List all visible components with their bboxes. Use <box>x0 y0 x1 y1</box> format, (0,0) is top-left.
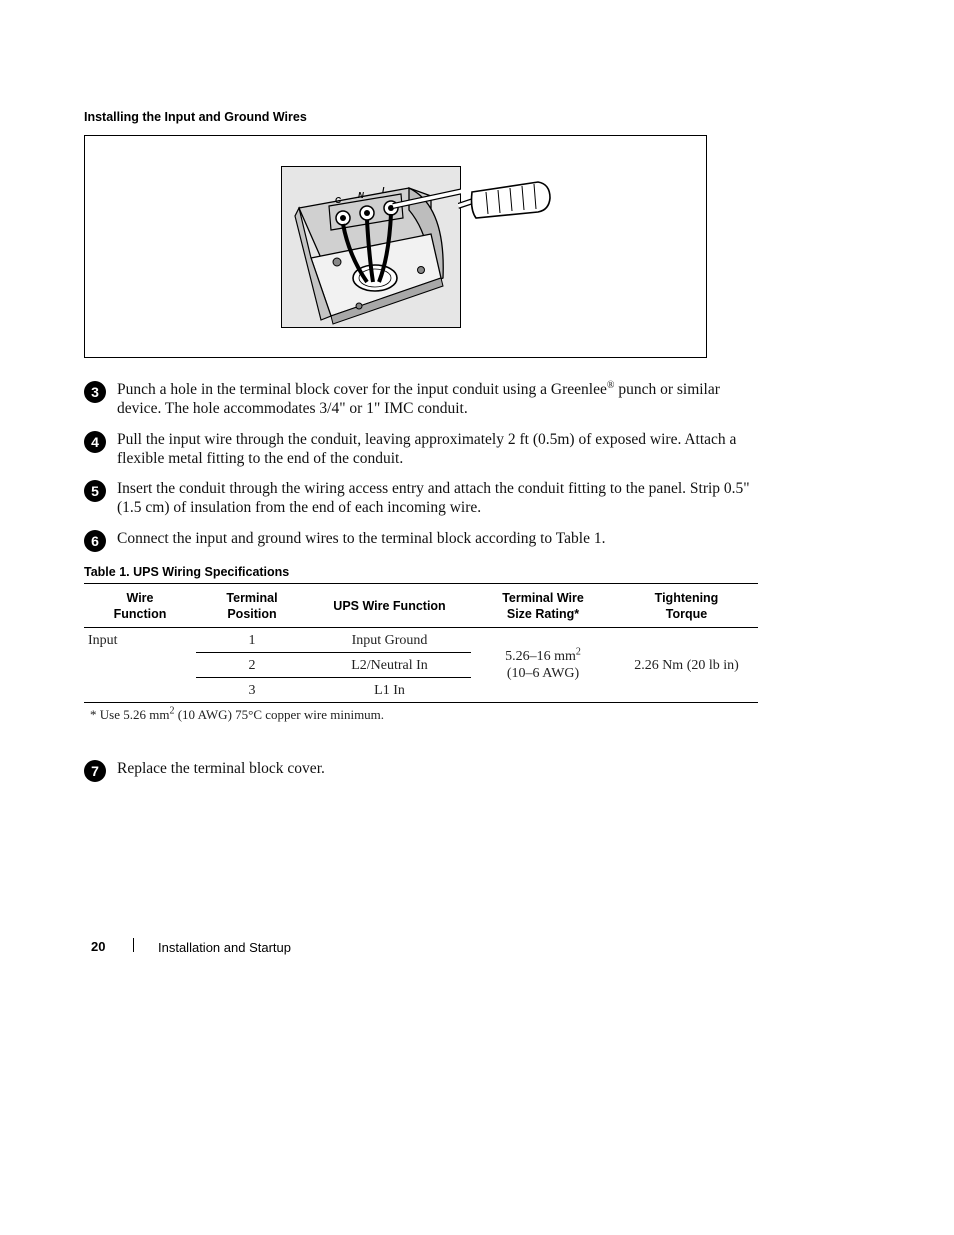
terminal-block-illustration <box>281 166 461 328</box>
cell-terminal-position: 1 <box>196 628 308 653</box>
cell-size-rating: 5.26–16 $mm^2$ (10–6 AWG) <box>471 628 615 703</box>
step-text: Insert the conduit through the wiring access entry and attach the conduit fitting to the panel. Strip 0.5" (1.5 cm) of insulation from the end of each incoming wire. <box>117 480 750 516</box>
table-caption: Table 1. UPS Wiring Specifications <box>84 565 290 579</box>
header-terminal-wire-size: Terminal Wire Size Rating* <box>471 584 615 628</box>
cell-ups-wire-function: Input Ground <box>308 628 471 653</box>
header-terminal-position: Terminal Position <box>196 584 308 628</box>
cell-ups-wire-function: L1 In <box>308 678 471 703</box>
figure-caption: Installing the Input and Ground Wires <box>84 110 307 124</box>
cell-torque: 2.26 Nm (20 lb in) <box>615 628 758 703</box>
screwdriver-handle-icon <box>458 180 553 224</box>
step-number-badge: 3 <box>84 381 106 403</box>
table-row <box>84 628 758 653</box>
step-number-badge: 6 <box>84 530 106 552</box>
footer-divider <box>133 938 134 952</box>
cell-terminal-position: 2 <box>196 653 308 678</box>
cell-terminal-position: 3 <box>196 678 308 703</box>
table-footnote: * Use 5.26 $mm^2$ (10 AWG) 75°C copper wire minimum. <box>90 705 385 722</box>
cell-ups-wire-function: L2/Neutral In <box>308 653 471 678</box>
header-tightening-torque: Tightening Torque <box>615 584 758 628</box>
step-text: Punch a hole in the terminal block cover for the input conduit using a Greenlee® punch or similar device. The hole accommodates 3/4" or 1" IMC conduit. <box>117 379 720 417</box>
table-header-row <box>84 584 758 628</box>
step-text: Replace the terminal block cover. <box>117 760 325 777</box>
cell-wire-function: Input <box>84 628 196 703</box>
page-number: 20 <box>91 939 106 954</box>
step-text: Pull the input wire through the conduit, leaving approximately 2 ft (0.5m) of exposed wire. Attach a flexible metal fitting to the end of the conduit. <box>117 431 737 467</box>
terminal-label-l: L <box>382 186 387 195</box>
step-text: Connect the input and ground wires to the terminal block according to Table 1. <box>117 530 606 547</box>
step-number-badge: 4 <box>84 431 106 453</box>
terminal-label-n: N <box>358 191 364 200</box>
terminal-label-g: G <box>335 196 342 205</box>
header-ups-wire-function: UPS Wire Function <box>308 584 471 628</box>
step-number-badge: 5 <box>84 480 106 502</box>
wiring-spec-table <box>84 583 758 703</box>
step-number-badge: 7 <box>84 760 106 782</box>
header-wire-function: Wire Function <box>84 584 196 628</box>
footer-section-title: Installation and Startup <box>158 940 291 955</box>
